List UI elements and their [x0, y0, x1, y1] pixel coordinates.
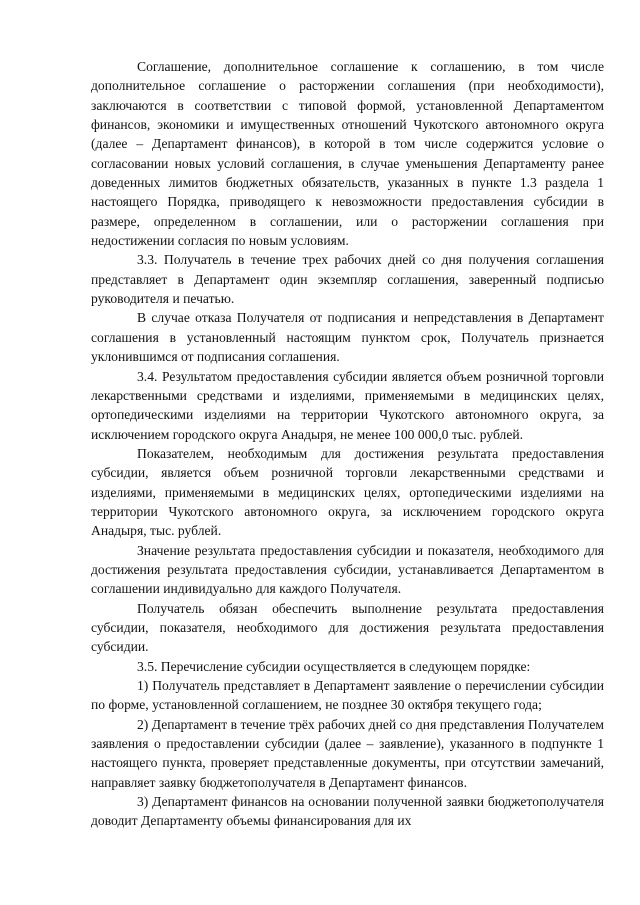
paragraph-item-3: 3) Департамент финансов на основании полученной заявки бюджетополучателя доводит Департаменту объемы финансирования для их — [91, 794, 604, 829]
paragraph-item-1: 1) Получатель представляет в Департамент заявление о перечислении субсидии по форме, установленной соглашением, не позднее 30 октября текущего года; — [91, 678, 604, 713]
paragraph-agreement-terms: Соглашение, дополнительное соглашение к соглашению, в том числе дополнительное соглашение о расторжении соглашения (при необходимости), заключаются в соответствии с типовой формой, установленной Департаментом финансов, экономики и имущественных отношений Чукотского автономного округа (далее – Департамент финансов), в которой в том числе содержится условие о согласовании новых условий соглашения, в случае уменьшения Департаменту ранее доведенных лимитов бюджетных обязательств, указанных в пункте 1.3 раздела 1 настоящего Порядка, приводящего к невозможности предоставления субсидии в размере, определенном в соглашении, или о расторжении соглашения при недостижении согласия по новым условиям. — [91, 59, 604, 249]
paragraph-item-2: 2) Департамент в течение трёх рабочих дней со дня представления Получателем заявления о предоставлении субсидии (далее – заявление), указанного в подпункте 1 настоящего пункта, проверяет представленные документы, при отсутствии замечаний, направляет заявку бюджетополучателя в Департамент финансов. — [91, 716, 604, 790]
paragraph-obligation: Получатель обязан обеспечить выполнение результата предоставления субсидии, показателя, необходимого для достижения результата предоставления субсидии. — [91, 600, 604, 655]
paragraph-indicator: Показателем, необходимым для достижения результата предоставления субсидии, является объем розничной торговли лекарственными средствами и изделиями, применяемыми в медицинских целях, ортопедическими изделиями на территории Чукотского автономного округа, за исключением городского округа Анадыря, тыс. рублей. — [91, 445, 604, 539]
paragraph-indicator-value: Значение результата предоставления субсидии и показателя, необходимого для достижения результата предоставления субсидии, устанавливается Департаментом в соглашении индивидуально для каждого Получателя. — [91, 542, 604, 597]
paragraph-3-5: 3.5. Перечисление субсидии осуществляется в следующем порядке: — [137, 658, 531, 674]
paragraph-refusal: В случае отказа Получателя от подписания и непредставления в Департамент соглашения в установленный настоящим пунктом срок, Получатель признается уклонившимся от подписания соглашения. — [91, 310, 604, 365]
paragraph-3-3: 3.3. Получатель в течение трех рабочих дней со дня получения соглашения представляет в Департамент один экземпляр соглашения, заверенный подписью руководителя и печатью. — [91, 252, 604, 307]
paragraph-3-4: 3.4. Результатом предоставления субсидии является объем розничной торговли лекарственными средствами и изделиями, применяемыми в медицинских целях, ортопедическими изделиями на территории Чукотского автономного округа, за исключением городского округа Анадыря, не менее 100 000,0 тыс. рублей. — [91, 368, 604, 442]
